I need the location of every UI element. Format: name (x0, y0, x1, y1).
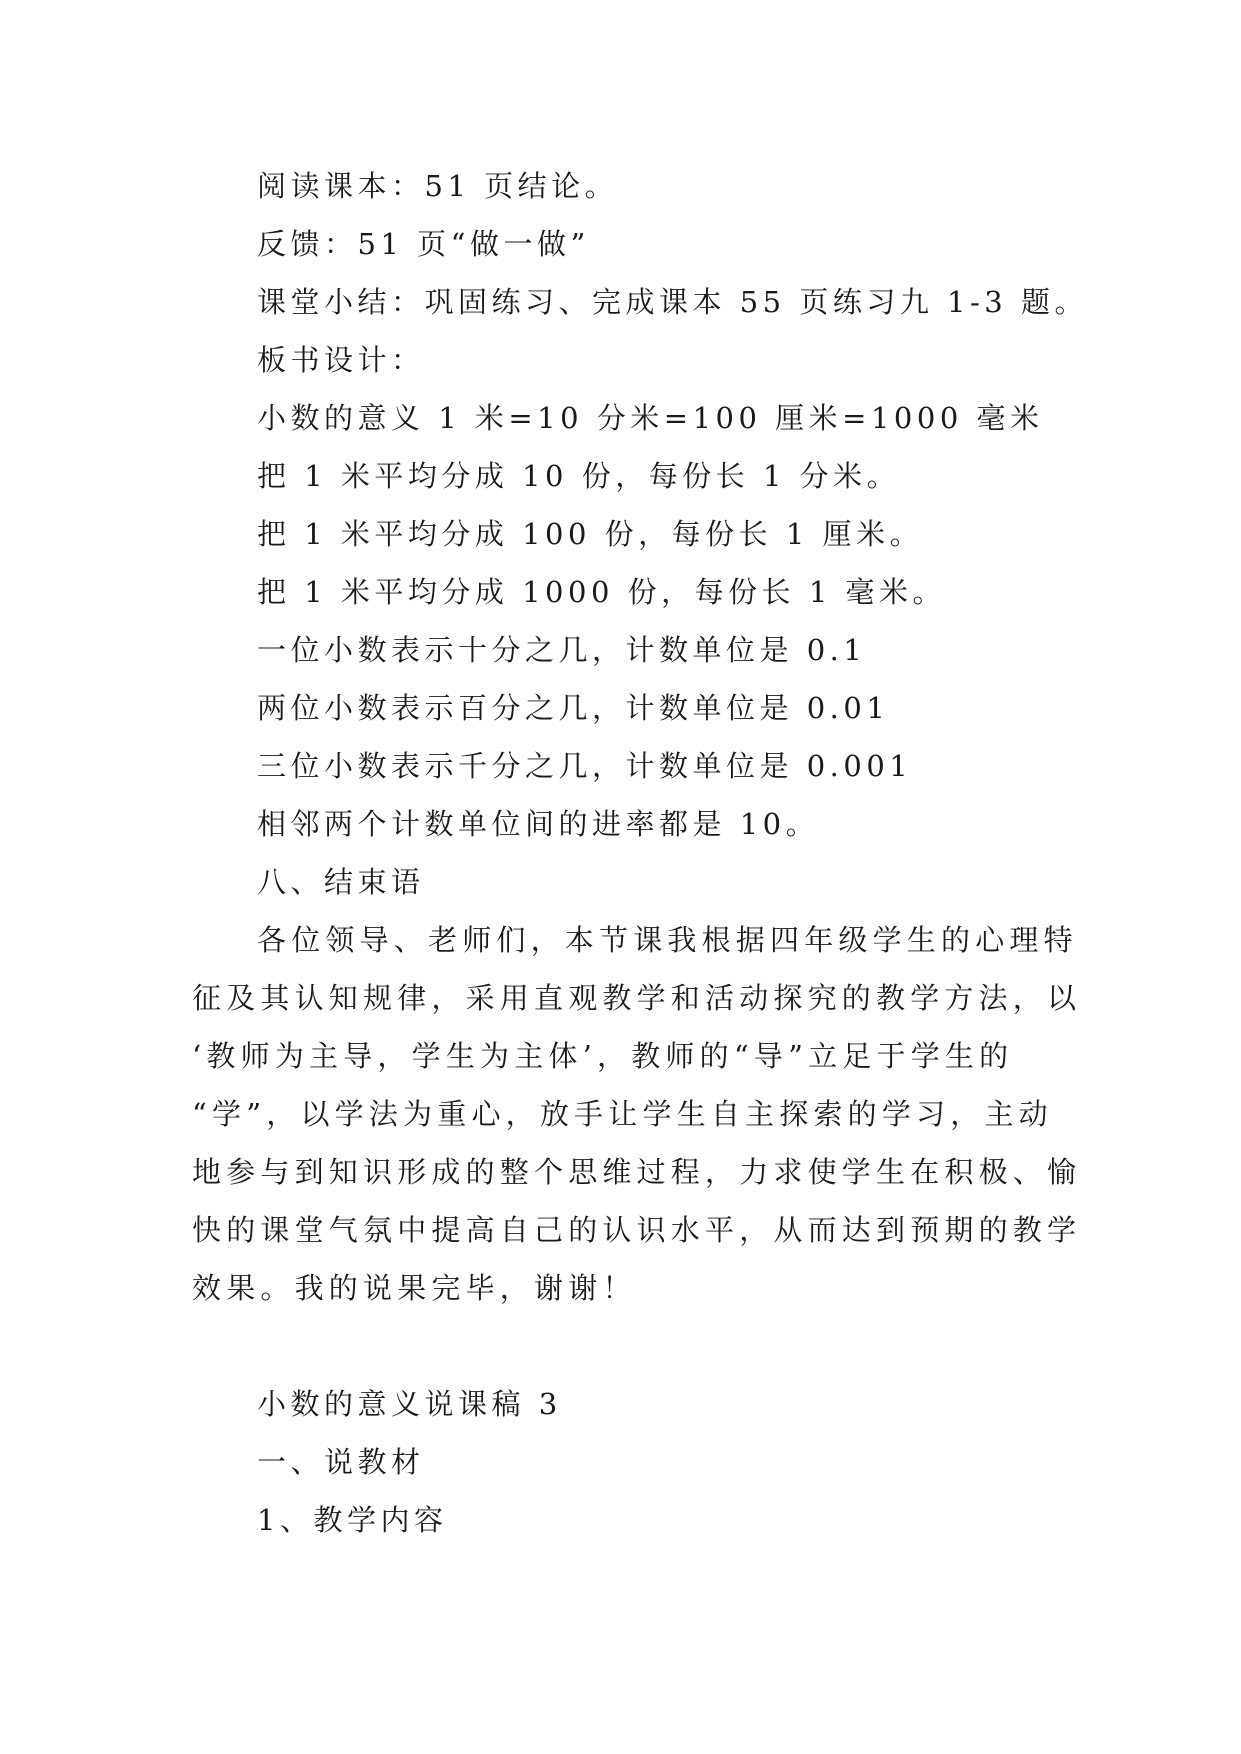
text-line: 把 1 米平均分成 100 份，每份长 1 厘米。 (257, 517, 924, 551)
text-line: 把 1 米平均分成 1000 份，每份长 1 毫米。 (257, 575, 947, 609)
paragraph-line: 快的课堂气氛中提高自己的认识水平，从而达到预期的教学 (192, 1213, 1082, 1247)
document-title: 小数的意义说课稿 3 (257, 1387, 562, 1421)
text-line: 三位小数表示千分之几，计数单位是 0.001 (257, 749, 913, 783)
section-heading: 八、结束语 (257, 865, 425, 899)
text-line: 相邻两个计数单位间的进率都是 10。 (257, 807, 820, 841)
text-line: 板书设计： (257, 343, 425, 377)
paragraph-line: “学”，以学法为重心，放手让学生自主探索的学习，主动 (192, 1097, 1053, 1131)
text-line: 把 1 米平均分成 10 份，每份长 1 分米。 (257, 459, 901, 493)
text-line: 反馈：51 页“做一做” (257, 227, 590, 261)
subsection-heading: 1、教学内容 (257, 1503, 448, 1537)
paragraph-line: ‘教师为主导，学生为主体’，教师的“导”立足于学生的 (192, 1039, 1014, 1073)
paragraph-line: 地参与到知识形成的整个思维过程，力求使学生在积极、愉 (192, 1155, 1082, 1189)
text-line: 一位小数表示十分之几，计数单位是 0.1 (257, 633, 867, 667)
paragraph-line: 各位领导、老师们，本节课我根据四年级学生的心理特 (257, 923, 1078, 957)
paragraph-line: 征及其认知规律，采用直观教学和活动探究的教学方法，以 (192, 981, 1082, 1015)
section-heading: 一、说教材 (257, 1445, 425, 1479)
text-line: 小数的意义 1 米=10 分米=100 厘米=1000 毫米 (257, 401, 1044, 435)
text-line: 阅读课本：51 页结论。 (257, 169, 619, 203)
text-line: 课堂小结：巩固练习、完成课本 55 页练习九 1-3 题。 (257, 285, 1088, 319)
paragraph-line: 效果。我的说果完毕，谢谢！ (192, 1271, 637, 1305)
text-line: 两位小数表示百分之几，计数单位是 0.01 (257, 691, 890, 725)
